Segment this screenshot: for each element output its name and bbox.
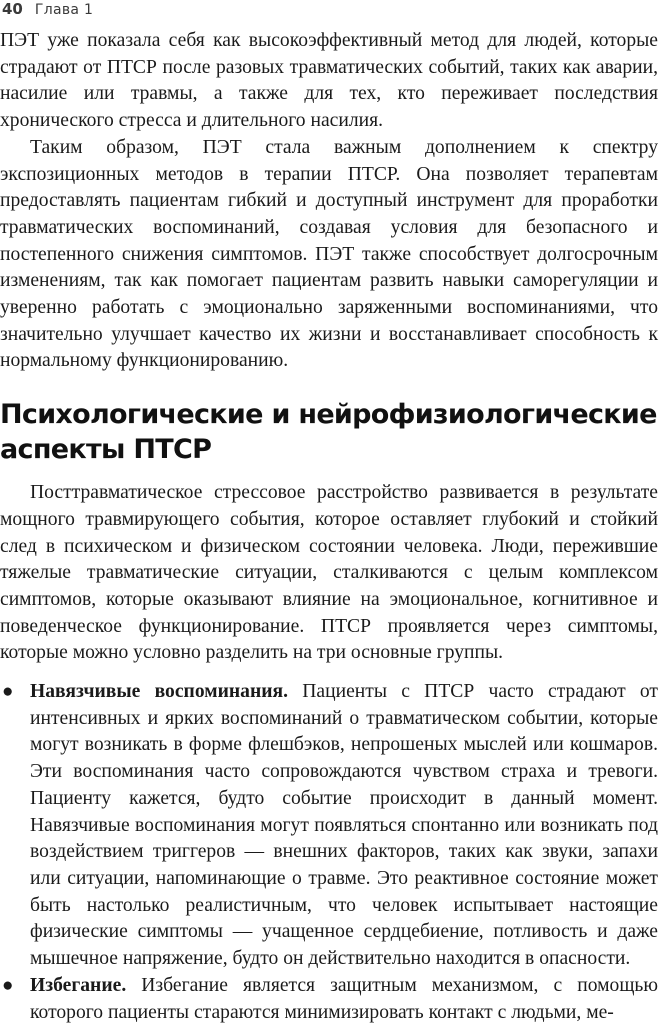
section-intro-paragraph: Посттравматическое стрессовое расстройство развивается в результате мощного травмирующего события, которое оставляет глубокий и стойкий след в психическом и физическом состоянии человека. Люди, пережившие тяжелые травматические ситуации, сталкиваются с целым комплексом симптомов, которые оказывают влияние на эмоциональное, когнитивное и поведенческое функционирование. ПТСР проявляется через симптомы, которые можно условно разделить на три основные группы. bbox=[0, 482, 658, 664]
list-item bbox=[0, 973, 658, 1026]
chapter-title: Глава 1 bbox=[34, 2, 94, 18]
list-item-body: Пациенты с ПТСР часто страдают от интенсивных и ярких воспоминаний о травматическом событии, которые могут возникать в форме флешбэков, непрошеных мыслей или кошмаров. Эти воспоминания часто сопровождаются чувством страха и тревоги. Пациенту кажется, будто событие происходит в данный момент. Навязчивые воспоминания могут появляться спонтанно или возникать под воздействием триггеров — внешних факторов, таких как звуки, запахи или ситуации, напоминающие о травме. Это реактивное состояние может быть настолько реалистичным, что человек испытывает настоящие физические симптомы — учащенное сердцебиение, потливость и даже мышечное напряжение, будто он действительно находится в опасности. bbox=[30, 681, 658, 970]
running-header bbox=[0, 0, 93, 22]
list-item-text bbox=[30, 973, 658, 1026]
bullet-icon: ● bbox=[2, 974, 14, 996]
page-body bbox=[0, 28, 658, 1026]
symptom-list bbox=[0, 679, 658, 1026]
paragraph: Таким образом, ПЭТ стала важным дополнением к спектру экспозиционных методов в терапии ПТСР. Она позволяет терапевтам предоставлять пациентам гибкий и доступный инструмент для проработки травматических воспоминаний, создавая условия для безопасного и постепенного снижения симптомов. ПЭТ также способствует долгосрочным изменениям, так как помогает пациентам развить навыки саморегуляции и уверенно работать с эмоционально заряженными воспоминаниями, что значительно улучшает качество их жизни и восстанавливает способность к нормальному функционированию. bbox=[0, 136, 658, 372]
list-item-term: Навязчивые воспоминания. bbox=[30, 681, 289, 703]
list-item bbox=[0, 679, 658, 973]
list-item-term: Избегание. bbox=[30, 974, 127, 996]
page-number: 40 bbox=[2, 0, 23, 18]
paragraph: ПЭТ уже показала себя как высокоэффективный метод для людей, которые страдают от ПТСР после разовых травматических событий, таких как аварии, насилие или травмы, а также для тех, кто переживает последствия хронического стресса и длительного насилия. bbox=[0, 30, 658, 132]
bullet-icon: ● bbox=[2, 681, 14, 703]
section-heading: Психологические и нейрофизиологические аспекты ПТСР bbox=[0, 399, 657, 466]
list-item-text bbox=[30, 679, 658, 973]
list-item-body: Избегание является защитным механизмом, с помощью которого пациенты стараются минимизировать контакт с людьми, ме- bbox=[30, 974, 658, 1023]
